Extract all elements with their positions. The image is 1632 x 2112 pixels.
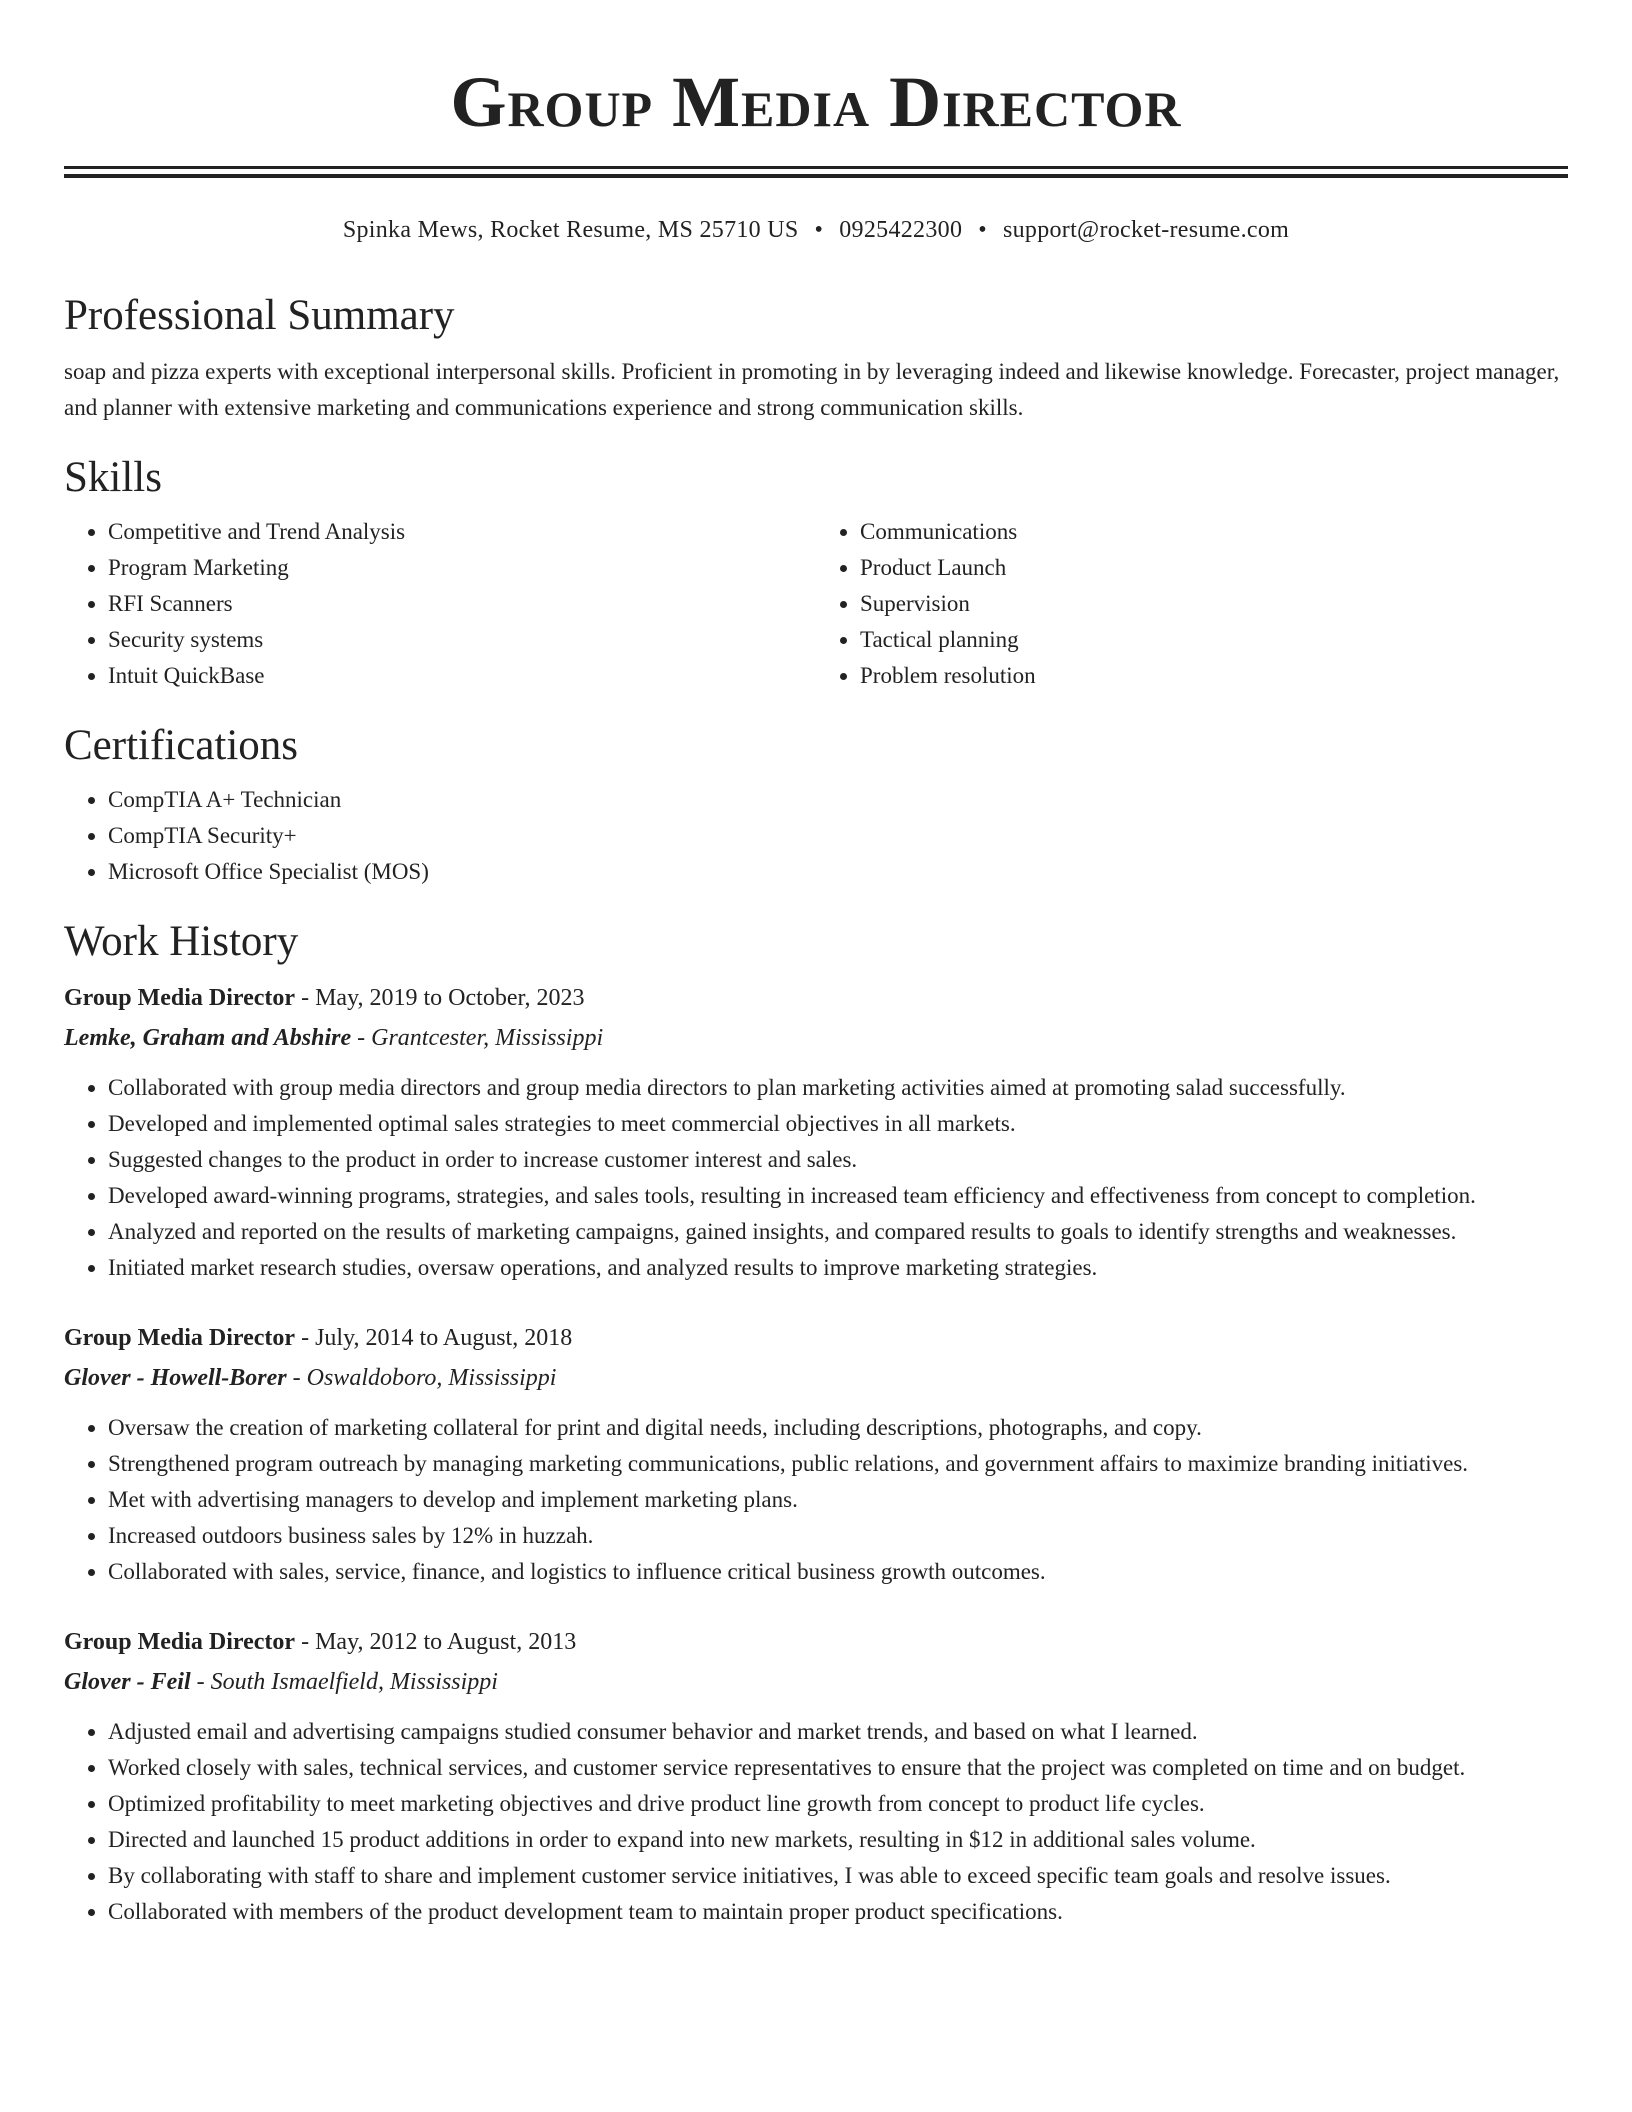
job-employer — [64, 1018, 1568, 1058]
skill-item: • Tactical planning — [860, 622, 1568, 658]
contact-address: Spinka Mews, Rocket Resume, MS 25710 US — [342, 217, 799, 243]
job-entry — [64, 978, 1568, 1286]
skill-item: • Communications — [860, 514, 1568, 550]
certifications-section — [64, 720, 1568, 890]
certifications-list — [64, 782, 1568, 890]
certification-item: • Microsoft Office Specialist (MOS) — [108, 854, 1568, 890]
certifications-heading: Certifications — [64, 722, 299, 769]
job-dates: - July, 2014 to August, 2018 — [295, 1325, 573, 1351]
job-bullet: • By collaborating with staff to share and implement customer service initiatives, I was able to exceed specific team goals and resolve issues. — [108, 1858, 1568, 1894]
skills-heading: Skills — [64, 454, 162, 501]
job-bullet: • Initiated market research studies, oversaw operations, and analyzed results to improve marketing strategies. — [108, 1250, 1568, 1286]
skill-item: • Supervision — [860, 586, 1568, 622]
resume-title: Group Media Director — [450, 62, 1182, 142]
job-bullet: • Developed award-winning programs, strategies, and sales tools, resulting in increased team efficiency and effectiveness from concept to completion. — [108, 1178, 1568, 1214]
skills-columns — [64, 514, 1568, 694]
work-history-section — [64, 916, 1568, 1930]
job-employer — [64, 1662, 1568, 1702]
job-bullet: • Collaborated with members of the product development team to maintain proper product specifications. — [108, 1894, 1568, 1930]
job-header — [64, 1318, 1568, 1358]
skill-item: • Intuit QuickBase — [108, 658, 816, 694]
job-bullet: • Analyzed and reported on the results of marketing campaigns, gained insights, and compared results to goals to identify strengths and weaknesses. — [108, 1214, 1568, 1250]
summary-heading: Professional Summary — [64, 292, 455, 339]
contact-separator: • — [978, 217, 987, 243]
job-bullet: • Collaborated with sales, service, finance, and logistics to influence critical business growth outcomes. — [108, 1554, 1568, 1590]
skill-item: • Product Launch — [860, 550, 1568, 586]
job-bullet: • Oversaw the creation of marketing collateral for print and digital needs, including descriptions, photographs, and copy. — [108, 1410, 1568, 1446]
job-bullets — [64, 1070, 1568, 1286]
job-location: - Oswaldoboro, Mississippi — [286, 1365, 557, 1391]
title-rule-bottom — [64, 174, 1568, 178]
skill-item: • RFI Scanners — [108, 586, 816, 622]
certification-item: • CompTIA Security+ — [108, 818, 1568, 854]
job-header — [64, 1622, 1568, 1662]
summary-section — [64, 290, 1568, 426]
job-location: - Grantcester, Mississippi — [351, 1025, 604, 1051]
work-history-heading: Work History — [64, 918, 299, 965]
job-bullet: • Suggested changes to the product in order to increase customer interest and sales. — [108, 1142, 1568, 1178]
job-bullet: • Developed and implemented optimal sales strategies to meet commercial objectives in all markets. — [108, 1106, 1568, 1142]
skills-list-right — [816, 514, 1568, 694]
job-employer — [64, 1358, 1568, 1398]
skill-item: • Program Marketing — [108, 550, 816, 586]
job-header — [64, 978, 1568, 1018]
job-bullet: • Met with advertising managers to develop and implement marketing plans. — [108, 1482, 1568, 1518]
job-company: Lemke, Graham and Abshire — [64, 1025, 352, 1051]
skills-section — [64, 452, 1568, 694]
contact-email: support@rocket-resume.com — [1002, 217, 1290, 243]
skill-item: • Problem resolution — [860, 658, 1568, 694]
job-title: Group Media Director — [64, 985, 296, 1011]
job-dates: - May, 2012 to August, 2013 — [295, 1629, 577, 1655]
job-title: Group Media Director — [64, 1325, 296, 1351]
job-entry — [64, 1622, 1568, 1930]
skill-item: • Competitive and Trend Analysis — [108, 514, 816, 550]
skills-list-left — [64, 514, 816, 694]
contact-separator: • — [814, 217, 824, 243]
job-company: Glover - Howell-Borer — [64, 1365, 287, 1391]
job-bullet: • Worked closely with sales, technical services, and customer service representatives to ensure that the project was completed on time and on budget. — [108, 1750, 1568, 1786]
job-bullet: • Strengthened program outreach by managing marketing communications, public relations, and government affairs to maximize branding initiatives. — [108, 1446, 1568, 1482]
job-company: Glover - Feil — [64, 1669, 191, 1695]
job-entry — [64, 1318, 1568, 1590]
job-dates: - May, 2019 to October, 2023 — [295, 985, 585, 1011]
certification-item: • CompTIA A+ Technician — [108, 782, 1568, 818]
job-bullet: • Directed and launched 15 product additions in order to expand into new markets, resulting in $12 in additional sales volume. — [108, 1822, 1568, 1858]
job-bullet: • Increased outdoors business sales by 12% in huzzah. — [108, 1518, 1568, 1554]
job-title: Group Media Director — [64, 1629, 296, 1655]
job-bullets — [64, 1714, 1568, 1930]
job-bullets — [64, 1410, 1568, 1590]
summary-text: soap and pizza experts with exceptional interpersonal skills. Proficient in promoting in by leveraging indeed and likewise knowledge. Forecaster, project manager, and planner with extensive marketing and communications experience and strong communication skills. — [64, 359, 1560, 420]
job-bullet: • Adjusted email and advertising campaigns studied consumer behavior and market trends, and based on what I learned. — [108, 1714, 1568, 1750]
job-location: - South Ismaelfield, Mississippi — [190, 1669, 498, 1695]
contact-phone: 0925422300 — [839, 217, 963, 243]
skill-item: • Security systems — [108, 622, 816, 658]
job-bullet: • Optimized profitability to meet marketing objectives and drive product line growth from concept to product life cycles. — [108, 1786, 1568, 1822]
contact-line — [64, 214, 1568, 246]
job-bullet: • Collaborated with group media directors and group media directors to plan marketing activities aimed at promoting salad successfully. — [108, 1070, 1568, 1106]
